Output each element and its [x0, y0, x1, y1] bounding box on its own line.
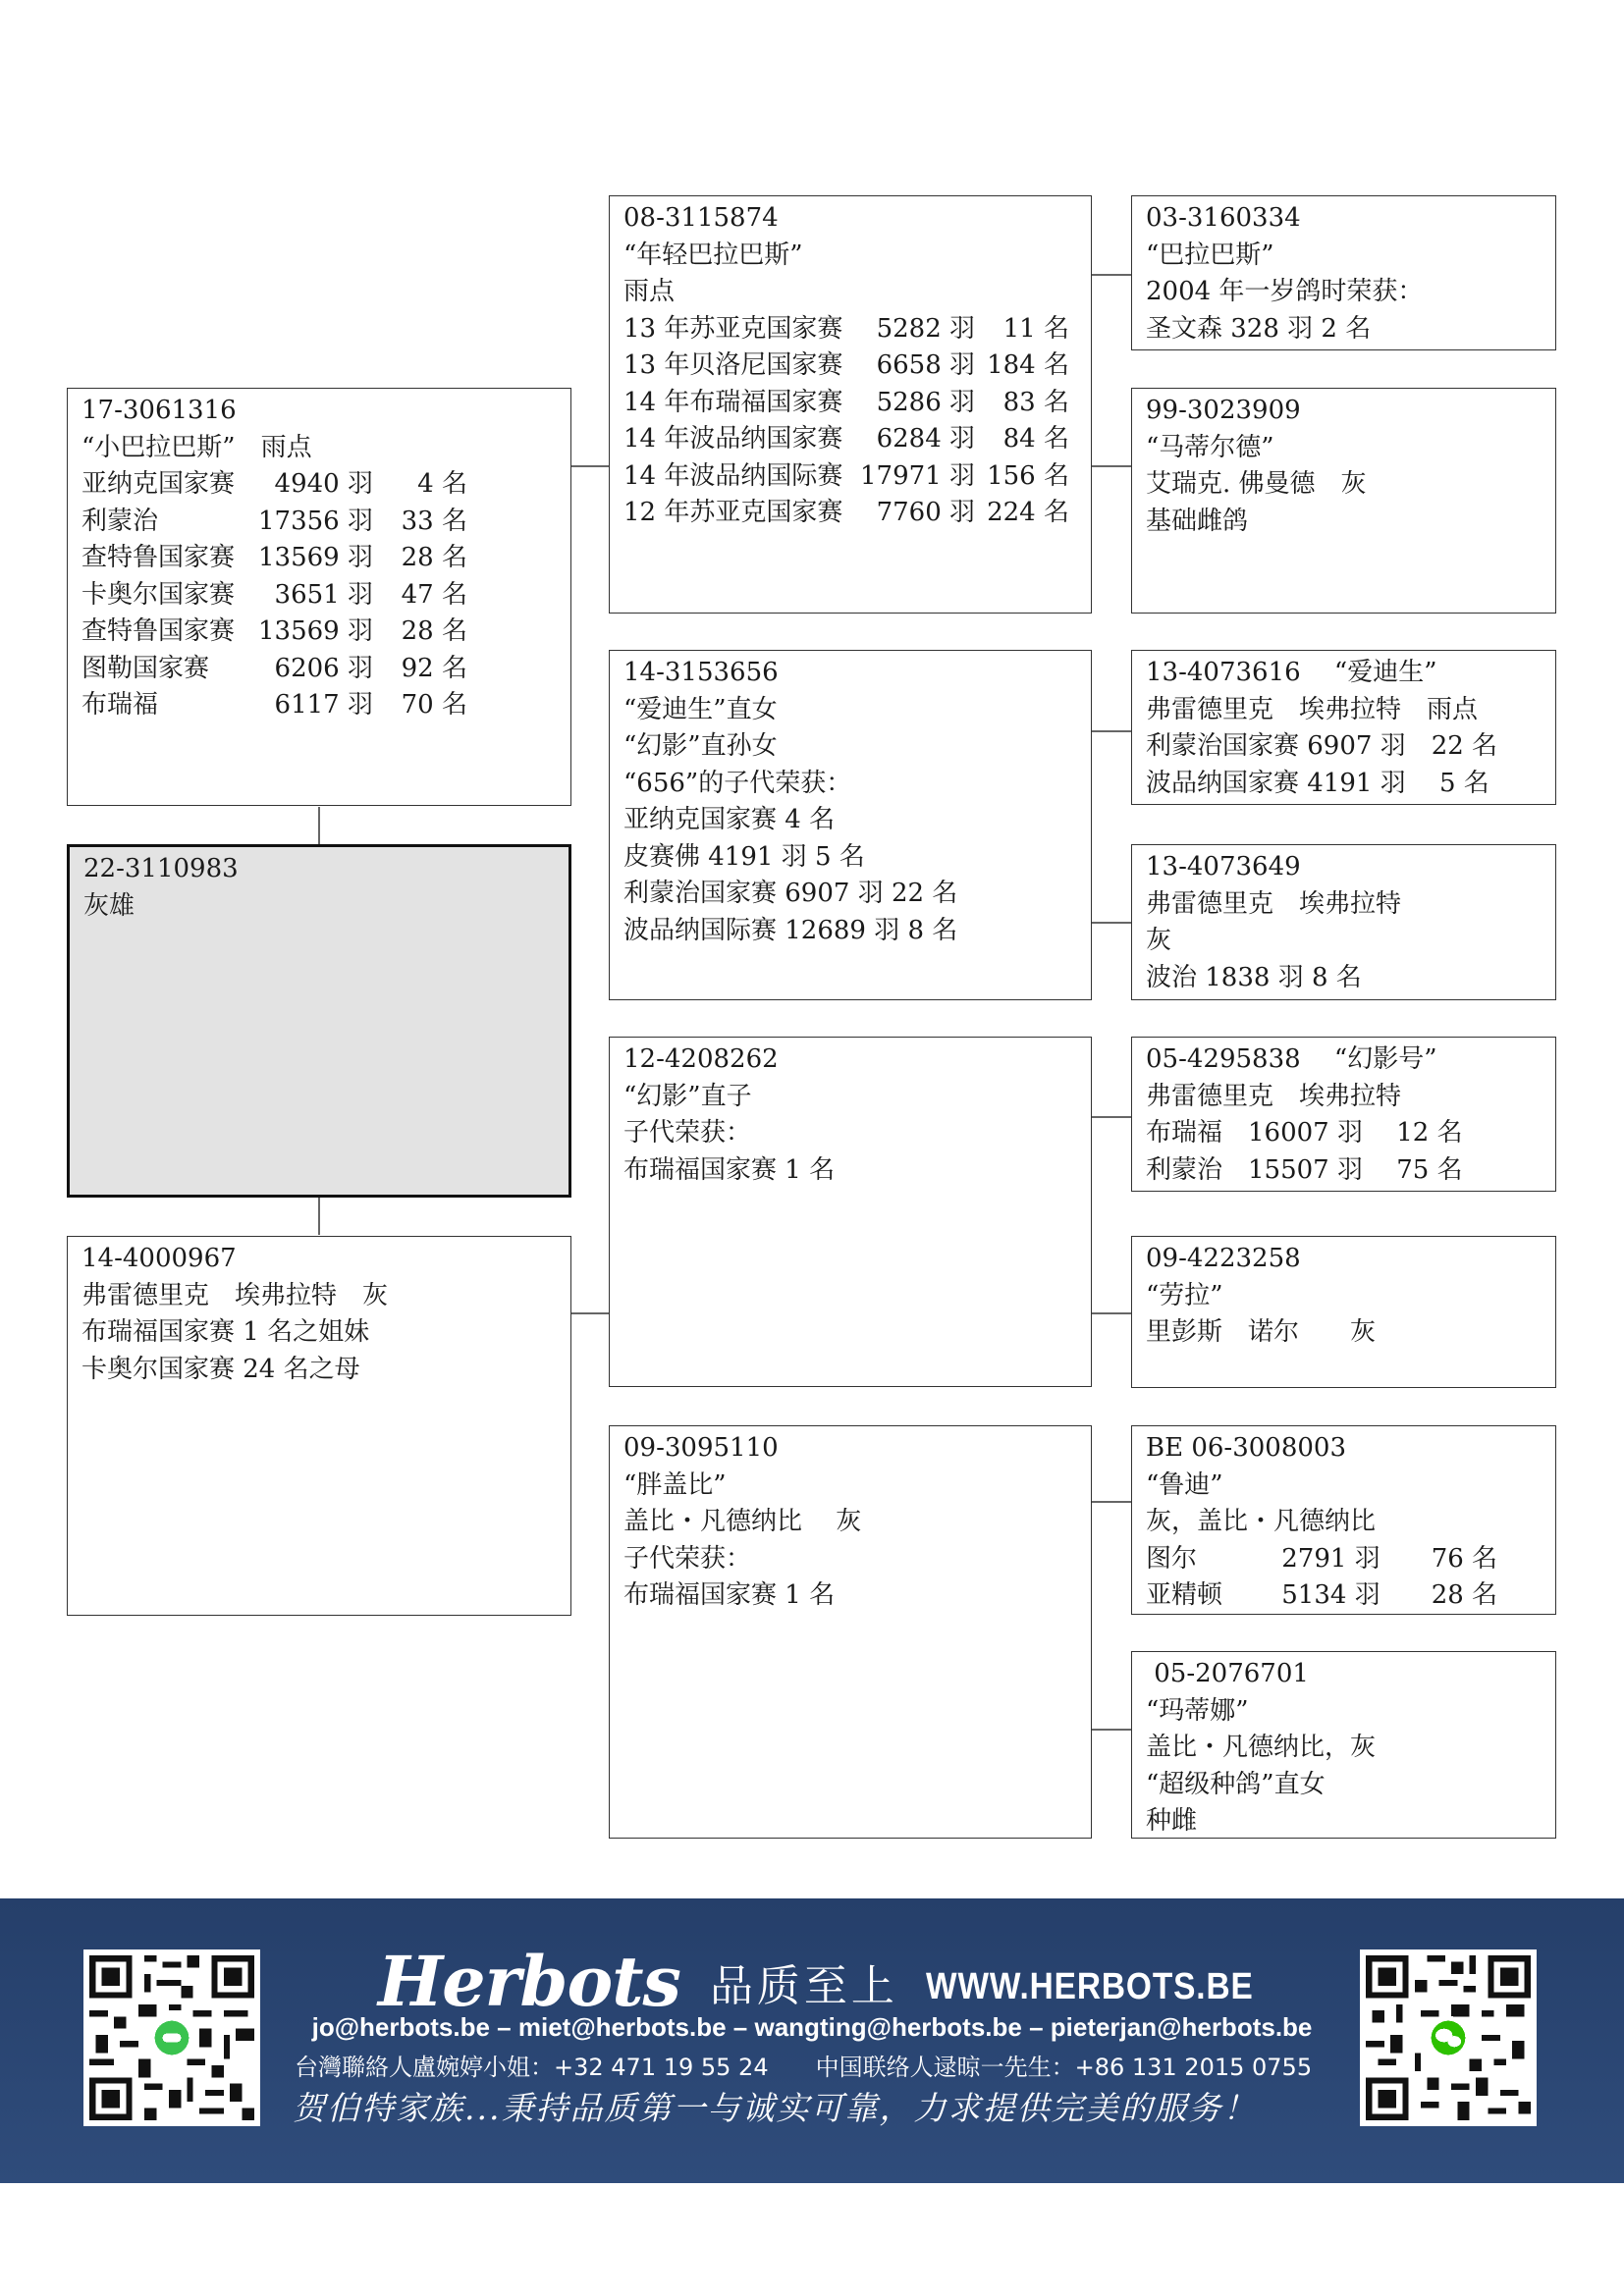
- ring-number: BE 06-3008003: [1146, 1433, 1347, 1463]
- dam-breeder: 弗雷德里克 埃弗拉特 灰: [81, 1280, 389, 1310]
- ring-number: 09-3095110: [623, 1433, 779, 1463]
- pedigree-note: 波品纳国际赛 12689 羽 8 名: [623, 915, 958, 945]
- pedigree-note: 亚纳克国家赛 4 名: [623, 805, 836, 834]
- pedigree-note: 灰: [1146, 926, 1172, 955]
- result-row: 查特鲁国家赛 13569 羽 28 名: [81, 543, 467, 572]
- pedigree-note: “656”的子代荣获：: [623, 768, 852, 798]
- ring-number: 13-4073649: [1146, 852, 1301, 881]
- dss-card: [1131, 1037, 1556, 1192]
- pedigree-note: 波品纳国家赛 4191 羽 5 名: [1146, 768, 1489, 798]
- pedigree-note: “超级种鸽”直女: [1146, 1769, 1326, 1799]
- pedigree-note: 弗雷德里克 埃弗拉特 雨点: [1146, 694, 1479, 724]
- result-row: 14 年波品纳国际赛 17971 羽 156 名: [623, 460, 1069, 491]
- dam-note: 布瑞福国家赛 1 名之姐妹: [81, 1317, 370, 1347]
- dam-card: [67, 1236, 571, 1616]
- pigeon-name: “马蒂尔德”: [1146, 432, 1274, 462]
- result-row: 13 年苏亚克国家赛 5282 羽 11 名: [623, 313, 1069, 344]
- pigeon-name: “胖盖比”: [623, 1469, 727, 1500]
- sire-dam-card: [609, 650, 1092, 1000]
- pedigree-note: 布瑞福国家赛 1 名: [623, 1580, 836, 1610]
- pedigree-note: 艾瑞克. 佛曼德 灰: [1146, 469, 1367, 499]
- sire-sire-card: [609, 195, 1092, 614]
- sire-name: “小巴拉巴斯” 雨点: [81, 432, 312, 462]
- pedigree-note: 波治 1838 羽 8 名: [1146, 962, 1362, 992]
- dsd-card: [1131, 1236, 1556, 1388]
- pedigree-note: 弗雷德里克 埃弗拉特: [1146, 888, 1402, 919]
- pedigree-note: 里彭斯 诺尔 灰: [1146, 1317, 1377, 1347]
- dam-sire-card: [609, 1037, 1092, 1387]
- subject-ring-number: 22-3110983: [83, 854, 239, 883]
- sire-results-table: [81, 466, 467, 724]
- company-motto: 贺伯特家族...秉持品质第一与诚实可靠，力求提供完美的服务！: [293, 2089, 1258, 2127]
- result-row: 卡奥尔国家赛 3651 羽 47 名: [81, 579, 467, 610]
- ring-number: 03-3160334: [1146, 203, 1301, 233]
- pedigree-note: 基础雌鸽: [1146, 506, 1249, 536]
- pigeon-name: “鲁迪”: [1146, 1469, 1223, 1500]
- result-row: 布瑞福 6117 羽 70 名: [81, 690, 467, 720]
- slogan-text: 品质至上: [709, 1961, 898, 2011]
- pedigree-note: 子代荣获：: [623, 1543, 752, 1574]
- pedigree-note: “爱迪生”直女: [623, 694, 778, 724]
- sire-ring-number: 17-3061316: [81, 396, 237, 425]
- pedigree-note: 盖比・凡德纳比，灰: [1146, 1733, 1377, 1762]
- pedigree-note: 亚精顿 5134 羽 28 名: [1146, 1580, 1498, 1610]
- pedigree-note: 利蒙治国家赛 6907 羽 22 名: [623, 879, 958, 908]
- pedigree-note: 图尔 2791 羽 76 名: [1146, 1543, 1498, 1574]
- pedigree-note: 子代荣获：: [623, 1118, 752, 1148]
- sire-card: [67, 388, 571, 806]
- subject-pigeon-card: [67, 844, 571, 1198]
- pedigree-note: 利蒙治国家赛 6907 羽 22 名: [1146, 731, 1498, 761]
- herbots-logo: Herbots: [378, 1941, 680, 2022]
- ring-number: 13-4073616 “爱迪生”: [1146, 658, 1437, 687]
- contact-phones: 台灣聯絡人盧婉婷小姐：+32 471 19 55 24 中国联络人逯晾一先生：+86 131 2015 0755: [295, 2054, 1313, 2081]
- qr-code-wechat[interactable]: [1360, 1949, 1537, 2126]
- pigeon-name: “年轻巴拉巴斯”: [623, 240, 803, 270]
- brand-row: [378, 1938, 1298, 2022]
- pedigree-note: 盖比・凡德纳比 灰: [623, 1507, 862, 1536]
- pedigree-note: 灰，盖比・凡德纳比: [1146, 1507, 1377, 1536]
- pedigree-note: 种雌: [1146, 1806, 1198, 1836]
- pigeon-color: 雨点: [623, 277, 676, 306]
- dds-card: [1131, 1425, 1556, 1615]
- ring-number: 05-2076701: [1146, 1659, 1309, 1688]
- dam-note: 卡奥尔国家赛 24 名之母: [81, 1354, 360, 1384]
- result-row: 图勒国家赛 6206 羽 92 名: [81, 653, 467, 683]
- result-row: 查特鲁国家赛 13569 羽 28 名: [81, 616, 467, 646]
- result-row: 利蒙治 17356 羽 33 名: [81, 506, 467, 536]
- dam-ring-number: 14-4000967: [81, 1244, 237, 1273]
- sdd-card: [1131, 844, 1556, 1000]
- result-row: 12 年苏亚克国家赛 7760 羽 224 名: [623, 498, 1069, 527]
- ring-number: 12-4208262: [623, 1044, 779, 1074]
- pedigree-note: 圣文森 328 羽 2 名: [1146, 313, 1372, 344]
- pigeon-name: “巴拉巴斯”: [1146, 240, 1274, 270]
- dam-dam-card: [609, 1425, 1092, 1839]
- sss-card: [1131, 195, 1556, 350]
- pedigree-note: 布瑞福国家赛 1 名: [623, 1154, 836, 1185]
- pedigree-note: “幻影”直子: [623, 1081, 752, 1111]
- pedigree-note: 弗雷德里克 埃弗拉特: [1146, 1081, 1402, 1111]
- pedigree-note: 2004 年一岁鸽时荣获：: [1146, 277, 1424, 306]
- ssd-card: [1131, 388, 1556, 614]
- wechat-icon: [1427, 2016, 1471, 2060]
- result-row: 14 年波品纳国家赛 6284 羽 84 名: [623, 424, 1069, 454]
- contact-emails[interactable]: jo@herbots.be – miet@herbots.be – wangting@herbots.be – pieterjan@herbots.be: [311, 2012, 1313, 2042]
- ring-number: 14-3153656: [623, 658, 779, 687]
- ddd-card: [1131, 1651, 1556, 1839]
- footer-banner: [0, 1898, 1624, 2183]
- pigeon-name: “劳拉”: [1146, 1280, 1223, 1310]
- ring-number: 99-3023909: [1146, 396, 1301, 425]
- pedigree-note: 布瑞福 16007 羽 12 名: [1146, 1118, 1463, 1148]
- subject-color-sex: 灰雄: [83, 890, 135, 921]
- pedigree-note: 皮赛佛 4191 羽 5 名: [623, 841, 865, 872]
- ring-number: 09-4223258: [1146, 1244, 1301, 1273]
- ring-number: 08-3115874: [623, 203, 779, 233]
- website-link[interactable]: WWW.HERBOTS.BE: [925, 1966, 1254, 2007]
- sds-card: [1131, 650, 1556, 805]
- result-row: 亚纳克国家赛 4940 羽 4 名: [81, 469, 467, 499]
- result-row: 14 年布瑞福国家赛 5286 羽 83 名: [623, 387, 1069, 417]
- pedigree-note: 利蒙治 15507 羽 75 名: [1146, 1154, 1463, 1185]
- ring-number: 05-4295838 “幻影号”: [1146, 1044, 1437, 1074]
- result-row: 13 年贝洛尼国家赛 6658 羽 184 名: [623, 350, 1069, 380]
- pigeon-name: “玛蒂娜”: [1146, 1695, 1249, 1726]
- pedigree-note: “幻影”直孙女: [623, 731, 778, 761]
- sire-sire-results-table: [623, 311, 1069, 532]
